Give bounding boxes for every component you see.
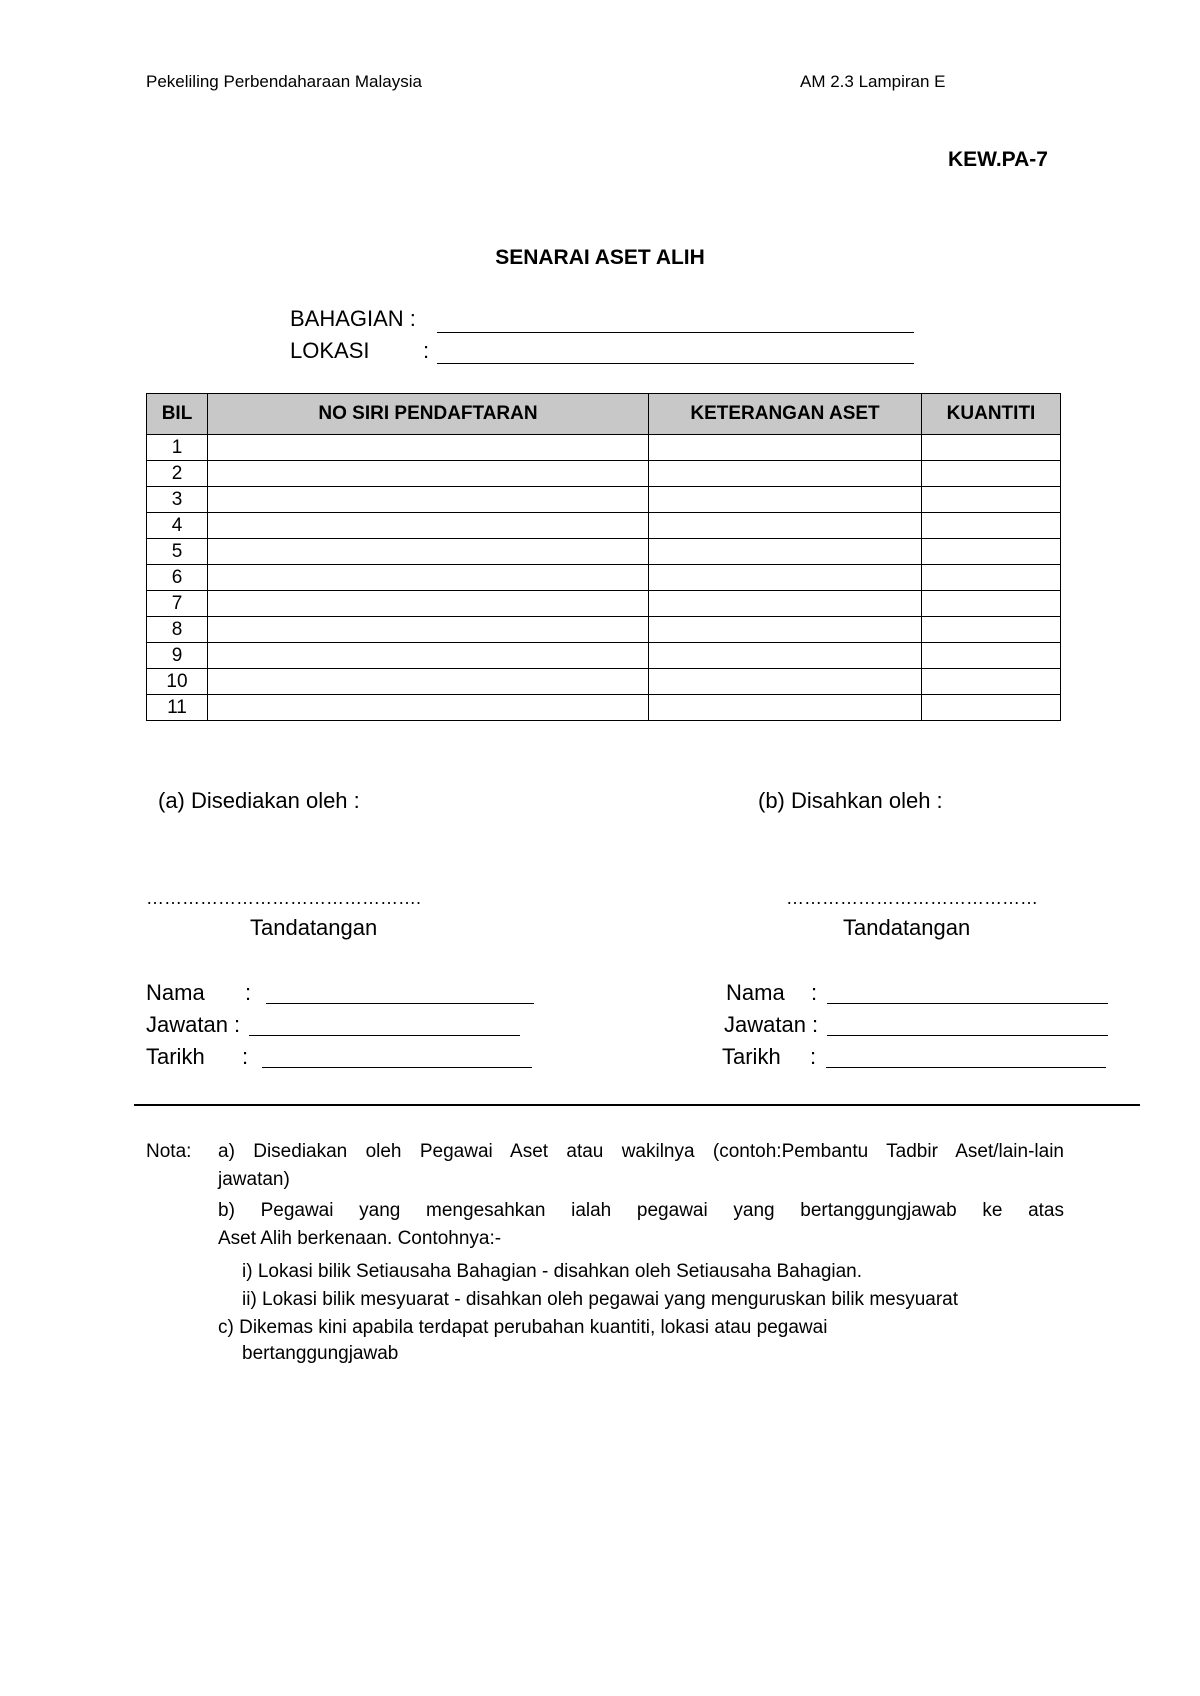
row-number: 6 [147, 565, 208, 591]
verified-by-title: (b) Disahkan oleh : [758, 788, 943, 813]
table-row [147, 669, 1061, 695]
row-number: 11 [147, 695, 208, 721]
no-siri-cell[interactable] [208, 539, 649, 565]
verified-nama-colon: : [811, 980, 818, 1005]
kuantiti-cell[interactable] [922, 643, 1061, 669]
lokasi-colon: : [423, 338, 430, 363]
keterangan-cell[interactable] [649, 435, 922, 461]
header-right: AM 2.3 Lampiran E [800, 72, 946, 91]
prepared-by-title: (a) Disediakan oleh : [158, 788, 360, 813]
prepared-jawatan-label: Jawatan : [146, 1012, 241, 1037]
kuantiti-cell[interactable] [922, 695, 1061, 721]
kuantiti-cell[interactable] [922, 435, 1061, 461]
kuantiti-cell[interactable] [922, 617, 1061, 643]
row-number: 8 [147, 617, 208, 643]
row-number: 4 [147, 513, 208, 539]
kuantiti-cell[interactable] [922, 487, 1061, 513]
note-c-line1: c) Dikemas kini apabila terdapat perubahan kuantiti, lokasi atau pegawai [218, 1317, 828, 1338]
note-c-line2: bertanggungjawab [242, 1343, 399, 1364]
row-number: 3 [147, 487, 208, 513]
row-number: 5 [147, 539, 208, 565]
verified-by-signature-label: Tandatangan [843, 915, 971, 940]
verified-jawatan-line[interactable] [827, 1035, 1108, 1036]
row-number: 9 [147, 643, 208, 669]
verified-by-signature-dots[interactable]: …………………………………… [786, 888, 1038, 908]
table-row [147, 643, 1061, 669]
note-b-line2: Aset Alih berkenaan. Contohnya:- [218, 1228, 502, 1249]
no-siri-cell[interactable] [208, 513, 649, 539]
note-b-line1: b) Pegawai yang mengesahkan ialah pegawai yang bertanggungjawab ke atas [218, 1200, 1064, 1221]
kuantiti-cell[interactable] [922, 565, 1061, 591]
header-keterangan: KETERANGAN ASET [649, 394, 922, 435]
table-row [147, 617, 1061, 643]
asset-table [146, 393, 1061, 721]
verified-nama-line[interactable] [827, 1003, 1108, 1004]
kuantiti-cell[interactable] [922, 591, 1061, 617]
row-number: 1 [147, 435, 208, 461]
section-divider [134, 1104, 1140, 1106]
keterangan-cell[interactable] [649, 669, 922, 695]
lokasi-line[interactable] [437, 363, 914, 364]
header-left: Pekeliling Perbendaharaan Malaysia [146, 72, 422, 91]
keterangan-cell[interactable] [649, 539, 922, 565]
header-bil: BIL [147, 394, 208, 435]
lokasi-label: LOKASI [290, 338, 370, 363]
keterangan-cell[interactable] [649, 487, 922, 513]
keterangan-cell[interactable] [649, 695, 922, 721]
no-siri-cell[interactable] [208, 591, 649, 617]
table-row [147, 513, 1061, 539]
table-row [147, 487, 1061, 513]
kuantiti-cell[interactable] [922, 669, 1061, 695]
table-row [147, 565, 1061, 591]
bahagian-line[interactable] [437, 332, 914, 333]
table-row [147, 695, 1061, 721]
notes-label: Nota: [146, 1141, 192, 1162]
prepared-tarikh-label: Tarikh [146, 1044, 205, 1069]
row-number: 10 [147, 669, 208, 695]
form-code: KEW.PA-7 [948, 148, 1048, 171]
keterangan-cell[interactable] [649, 617, 922, 643]
page-title: SENARAI ASET ALIH [495, 246, 705, 269]
keterangan-cell[interactable] [649, 643, 922, 669]
prepared-tarikh-line[interactable] [262, 1067, 532, 1068]
keterangan-cell[interactable] [649, 591, 922, 617]
note-b-example-i: i) Lokasi bilik Setiausaha Bahagian - disahkan oleh Setiausaha Bahagian. [242, 1261, 863, 1282]
table-header-row [147, 394, 1061, 435]
keterangan-cell[interactable] [649, 513, 922, 539]
no-siri-cell[interactable] [208, 565, 649, 591]
row-number: 2 [147, 461, 208, 487]
kuantiti-cell[interactable] [922, 539, 1061, 565]
prepared-nama-label: Nama [146, 980, 205, 1005]
no-siri-cell[interactable] [208, 695, 649, 721]
row-number: 7 [147, 591, 208, 617]
no-siri-cell[interactable] [208, 487, 649, 513]
keterangan-cell[interactable] [649, 565, 922, 591]
verified-tarikh-line[interactable] [826, 1067, 1106, 1068]
verified-jawatan-label: Jawatan : [724, 1012, 819, 1037]
table-row [147, 539, 1061, 565]
verified-nama-label: Nama [726, 980, 785, 1005]
keterangan-cell[interactable] [649, 461, 922, 487]
table-row [147, 461, 1061, 487]
verified-tarikh-colon: : [810, 1044, 817, 1069]
kuantiti-cell[interactable] [922, 513, 1061, 539]
prepared-tarikh-colon: : [242, 1044, 249, 1069]
prepared-by-signature-label: Tandatangan [250, 915, 378, 940]
no-siri-cell[interactable] [208, 461, 649, 487]
note-b-example-ii: ii) Lokasi bilik mesyuarat - disahkan oleh pegawai yang menguruskan bilik mesyuarat [242, 1289, 959, 1310]
note-a-line2: jawatan) [218, 1169, 290, 1190]
no-siri-cell[interactable] [208, 617, 649, 643]
no-siri-cell[interactable] [208, 643, 649, 669]
note-a-line1: a) Disediakan oleh Pegawai Aset atau wakilnya (contoh:Pembantu Tadbir Aset/lain-lain [218, 1141, 1064, 1162]
verified-tarikh-label: Tarikh [722, 1044, 781, 1069]
kuantiti-cell[interactable] [922, 461, 1061, 487]
prepared-nama-colon: : [245, 980, 252, 1005]
prepared-nama-line[interactable] [266, 1003, 534, 1004]
table-row [147, 591, 1061, 617]
table-row [147, 435, 1061, 461]
bahagian-label: BAHAGIAN : [290, 306, 416, 331]
prepared-jawatan-line[interactable] [249, 1035, 520, 1036]
no-siri-cell[interactable] [208, 669, 649, 695]
no-siri-cell[interactable] [208, 435, 649, 461]
header-kuantiti: KUANTITI [922, 394, 1061, 435]
prepared-by-signature-dots[interactable]: ………………………………………. [146, 888, 422, 908]
header-no-siri: NO SIRI PENDAFTARAN [208, 394, 649, 435]
